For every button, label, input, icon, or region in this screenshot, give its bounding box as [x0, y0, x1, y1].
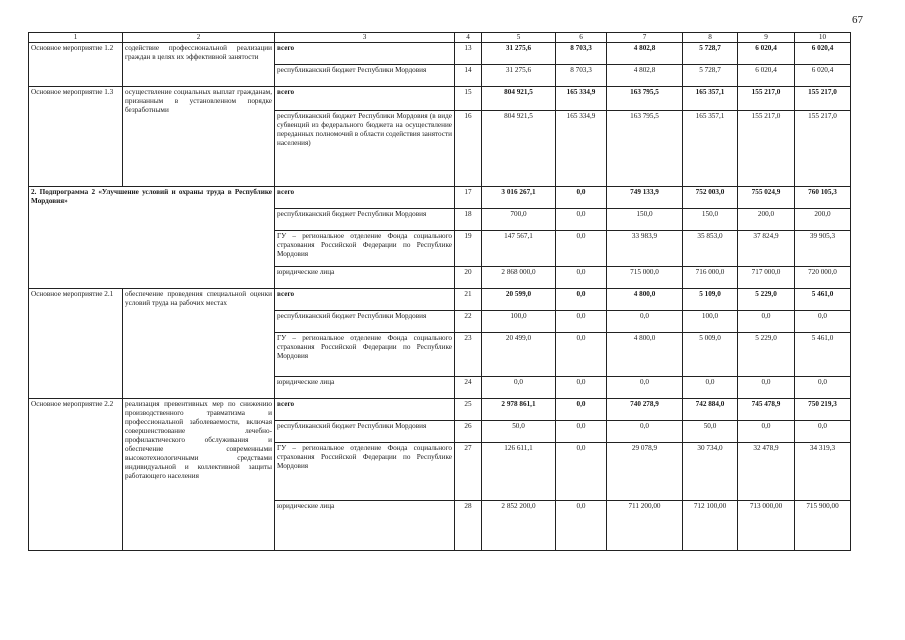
amount-cell: 711 200,00	[607, 501, 683, 551]
amount-cell: 0,0	[738, 311, 795, 333]
amount-cell: 752 003,0	[683, 187, 738, 209]
header-cell: 4	[455, 33, 482, 43]
amount-cell: 155 217,0	[795, 87, 851, 111]
row-number-cell: 24	[455, 377, 482, 399]
amount-cell: 5 461,0	[795, 333, 851, 377]
row-number-cell: 20	[455, 267, 482, 289]
amount-cell: 30 734,0	[683, 443, 738, 501]
amount-cell: 5 461,0	[795, 289, 851, 311]
amount-cell: 0,0	[556, 333, 607, 377]
header-cell: 6	[556, 33, 607, 43]
amount-cell: 0,0	[738, 421, 795, 443]
amount-cell: 804 921,5	[482, 111, 556, 187]
amount-cell: 165 334,9	[556, 87, 607, 111]
row-number-cell: 16	[455, 111, 482, 187]
amount-cell: 29 078,9	[607, 443, 683, 501]
amount-cell: 200,0	[738, 209, 795, 231]
amount-cell: 0,0	[556, 501, 607, 551]
amount-cell: 0,0	[556, 289, 607, 311]
amount-cell: 20 499,0	[482, 333, 556, 377]
row-number-cell: 18	[455, 209, 482, 231]
header-cell: 3	[275, 33, 455, 43]
funding-source-cell: республиканский бюджет Республики Мордовия (в виде субвенций из федерального бюджета на осуществление переданных полномочий в области содействия занятости населения)	[275, 111, 455, 187]
amount-cell: 4 800,0	[607, 333, 683, 377]
header-row	[29, 33, 851, 43]
amount-cell: 31 275,6	[482, 65, 556, 87]
table-row	[29, 187, 851, 209]
funding-source-cell: всего	[275, 43, 455, 65]
amount-cell: 34 319,3	[795, 443, 851, 501]
header-cell: 5	[482, 33, 556, 43]
amount-cell: 0,0	[738, 377, 795, 399]
page-number: 67	[852, 14, 863, 26]
amount-cell: 5 229,0	[738, 333, 795, 377]
amount-cell: 35 853,0	[683, 231, 738, 267]
amount-cell: 0,0	[556, 311, 607, 333]
amount-cell: 100,0	[683, 311, 738, 333]
header-cell: 2	[123, 33, 275, 43]
amount-cell: 0,0	[795, 421, 851, 443]
row-number-cell: 27	[455, 443, 482, 501]
amount-cell: 5 728,7	[683, 65, 738, 87]
row-number-cell: 28	[455, 501, 482, 551]
amount-cell: 720 000,0	[795, 267, 851, 289]
header-cell: 9	[738, 33, 795, 43]
amount-cell: 6 020,4	[738, 43, 795, 65]
amount-cell: 200,0	[795, 209, 851, 231]
row-number-cell: 26	[455, 421, 482, 443]
amount-cell: 50,0	[683, 421, 738, 443]
measure-description: осуществление социальных выплат гражданам, признанным в установленном порядке безработными	[123, 87, 275, 187]
amount-cell: 126 611,1	[482, 443, 556, 501]
amount-cell: 37 824,9	[738, 231, 795, 267]
funding-source-cell: республиканский бюджет Республики Мордовия	[275, 65, 455, 87]
amount-cell: 804 921,5	[482, 87, 556, 111]
funding-source-cell: республиканский бюджет Республики Мордовия	[275, 209, 455, 231]
amount-cell: 8 703,3	[556, 65, 607, 87]
amount-cell: 742 884,0	[683, 399, 738, 421]
funding-source-cell: республиканский бюджет Республики Мордовия	[275, 311, 455, 333]
amount-cell: 0,0	[556, 231, 607, 267]
amount-cell: 100,0	[482, 311, 556, 333]
row-number-cell: 17	[455, 187, 482, 209]
amount-cell: 3 016 267,1	[482, 187, 556, 209]
row-number-cell: 25	[455, 399, 482, 421]
amount-cell: 0,0	[556, 421, 607, 443]
row-number-cell: 19	[455, 231, 482, 267]
measure-name: Основное мероприятие 1.2	[29, 43, 123, 87]
amount-cell: 32 478,9	[738, 443, 795, 501]
amount-cell: 150,0	[683, 209, 738, 231]
table-row	[29, 289, 851, 311]
funding-source-cell: ГУ – региональное отделение Фонда социального страхования Российской Федерации по Республике Мордовия	[275, 443, 455, 501]
measure-description: обеспечение проведения специальной оценки условий труда на рабочих местах	[123, 289, 275, 399]
funding-source-cell: ГУ – региональное отделение Фонда социального страхования Российской Федерации по Республике Мордовия	[275, 333, 455, 377]
header-cell: 1	[29, 33, 123, 43]
amount-cell: 5 109,0	[683, 289, 738, 311]
amount-cell: 750 219,3	[795, 399, 851, 421]
amount-cell: 0,0	[556, 399, 607, 421]
funding-source-cell: юридические лица	[275, 501, 455, 551]
amount-cell: 5 229,0	[738, 289, 795, 311]
amount-cell: 0,0	[795, 311, 851, 333]
row-number-cell: 13	[455, 43, 482, 65]
amount-cell: 2 978 861,1	[482, 399, 556, 421]
amount-cell: 0,0	[556, 187, 607, 209]
amount-cell: 150,0	[607, 209, 683, 231]
amount-cell: 4 802,8	[607, 43, 683, 65]
amount-cell: 0,0	[556, 377, 607, 399]
measure-description: содействие профессиональной реализации граждан в целях их эффективной занятости	[123, 43, 275, 87]
row-number-cell: 22	[455, 311, 482, 333]
amount-cell: 4 802,8	[607, 65, 683, 87]
table-row	[29, 43, 851, 65]
amount-cell: 6 020,4	[738, 65, 795, 87]
amount-cell: 0,0	[607, 311, 683, 333]
amount-cell: 0,0	[683, 377, 738, 399]
table-row	[29, 87, 851, 111]
funding-source-cell: всего	[275, 187, 455, 209]
header-cell: 10	[795, 33, 851, 43]
amount-cell: 165 334,9	[556, 111, 607, 187]
amount-cell: 39 905,3	[795, 231, 851, 267]
amount-cell: 155 217,0	[795, 111, 851, 187]
amount-cell: 749 133,9	[607, 187, 683, 209]
table-row	[29, 399, 851, 421]
amount-cell: 0,0	[607, 377, 683, 399]
amount-cell: 755 024,9	[738, 187, 795, 209]
funding-source-cell: республиканский бюджет Республики Мордовия	[275, 421, 455, 443]
amount-cell: 0,0	[556, 209, 607, 231]
amount-cell: 163 795,5	[607, 87, 683, 111]
measure-name: Основное мероприятие 2.1	[29, 289, 123, 399]
amount-cell: 0,0	[482, 377, 556, 399]
amount-cell: 147 567,1	[482, 231, 556, 267]
row-number-cell: 15	[455, 87, 482, 111]
amount-cell: 700,0	[482, 209, 556, 231]
amount-cell: 8 703,3	[556, 43, 607, 65]
amount-cell: 2 868 000,0	[482, 267, 556, 289]
amount-cell: 163 795,5	[607, 111, 683, 187]
measure-name: Основное мероприятие 1.3	[29, 87, 123, 187]
amount-cell: 712 100,00	[683, 501, 738, 551]
budget-table	[28, 32, 851, 551]
amount-cell: 715 900,00	[795, 501, 851, 551]
amount-cell: 2 852 200,0	[482, 501, 556, 551]
header-cell: 8	[683, 33, 738, 43]
amount-cell: 0,0	[795, 377, 851, 399]
amount-cell: 715 000,0	[607, 267, 683, 289]
amount-cell: 155 217,0	[738, 111, 795, 187]
amount-cell: 0,0	[556, 267, 607, 289]
amount-cell: 745 478,9	[738, 399, 795, 421]
header-cell: 7	[607, 33, 683, 43]
amount-cell: 155 217,0	[738, 87, 795, 111]
amount-cell: 717 000,0	[738, 267, 795, 289]
funding-source-cell: юридические лица	[275, 267, 455, 289]
subprogram-title: 2. Подпрограмма 2 «Улучшение условий и охраны труда в Республике Мордовия»	[29, 187, 275, 289]
amount-cell: 713 000,00	[738, 501, 795, 551]
measure-name: Основное мероприятие 2.2	[29, 399, 123, 551]
amount-cell: 20 599,0	[482, 289, 556, 311]
amount-cell: 31 275,6	[482, 43, 556, 65]
funding-source-cell: юридические лица	[275, 377, 455, 399]
amount-cell: 6 020,4	[795, 43, 851, 65]
amount-cell: 5 009,0	[683, 333, 738, 377]
amount-cell: 740 278,9	[607, 399, 683, 421]
funding-source-cell: всего	[275, 399, 455, 421]
amount-cell: 165 357,1	[683, 111, 738, 187]
amount-cell: 165 357,1	[683, 87, 738, 111]
amount-cell: 6 020,4	[795, 65, 851, 87]
amount-cell: 760 105,3	[795, 187, 851, 209]
amount-cell: 716 000,0	[683, 267, 738, 289]
row-number-cell: 21	[455, 289, 482, 311]
amount-cell: 5 728,7	[683, 43, 738, 65]
funding-source-cell: всего	[275, 289, 455, 311]
amount-cell: 0,0	[607, 421, 683, 443]
measure-description: реализация превентивных мер по снижению производственного травматизма и профессиональной заболеваемости, включая совершенствование лечебно-профилактического обслуживания и обеспечение современными высокотехнологичными средствами индивидуальной и коллективной защиты работающего населения	[123, 399, 275, 551]
funding-source-cell: ГУ – региональное отделение Фонда социального страхования Российской Федерации по Республике Мордовия	[275, 231, 455, 267]
row-number-cell: 14	[455, 65, 482, 87]
funding-source-cell: всего	[275, 87, 455, 111]
row-number-cell: 23	[455, 333, 482, 377]
amount-cell: 0,0	[556, 443, 607, 501]
amount-cell: 33 983,9	[607, 231, 683, 267]
amount-cell: 4 800,0	[607, 289, 683, 311]
amount-cell: 50,0	[482, 421, 556, 443]
